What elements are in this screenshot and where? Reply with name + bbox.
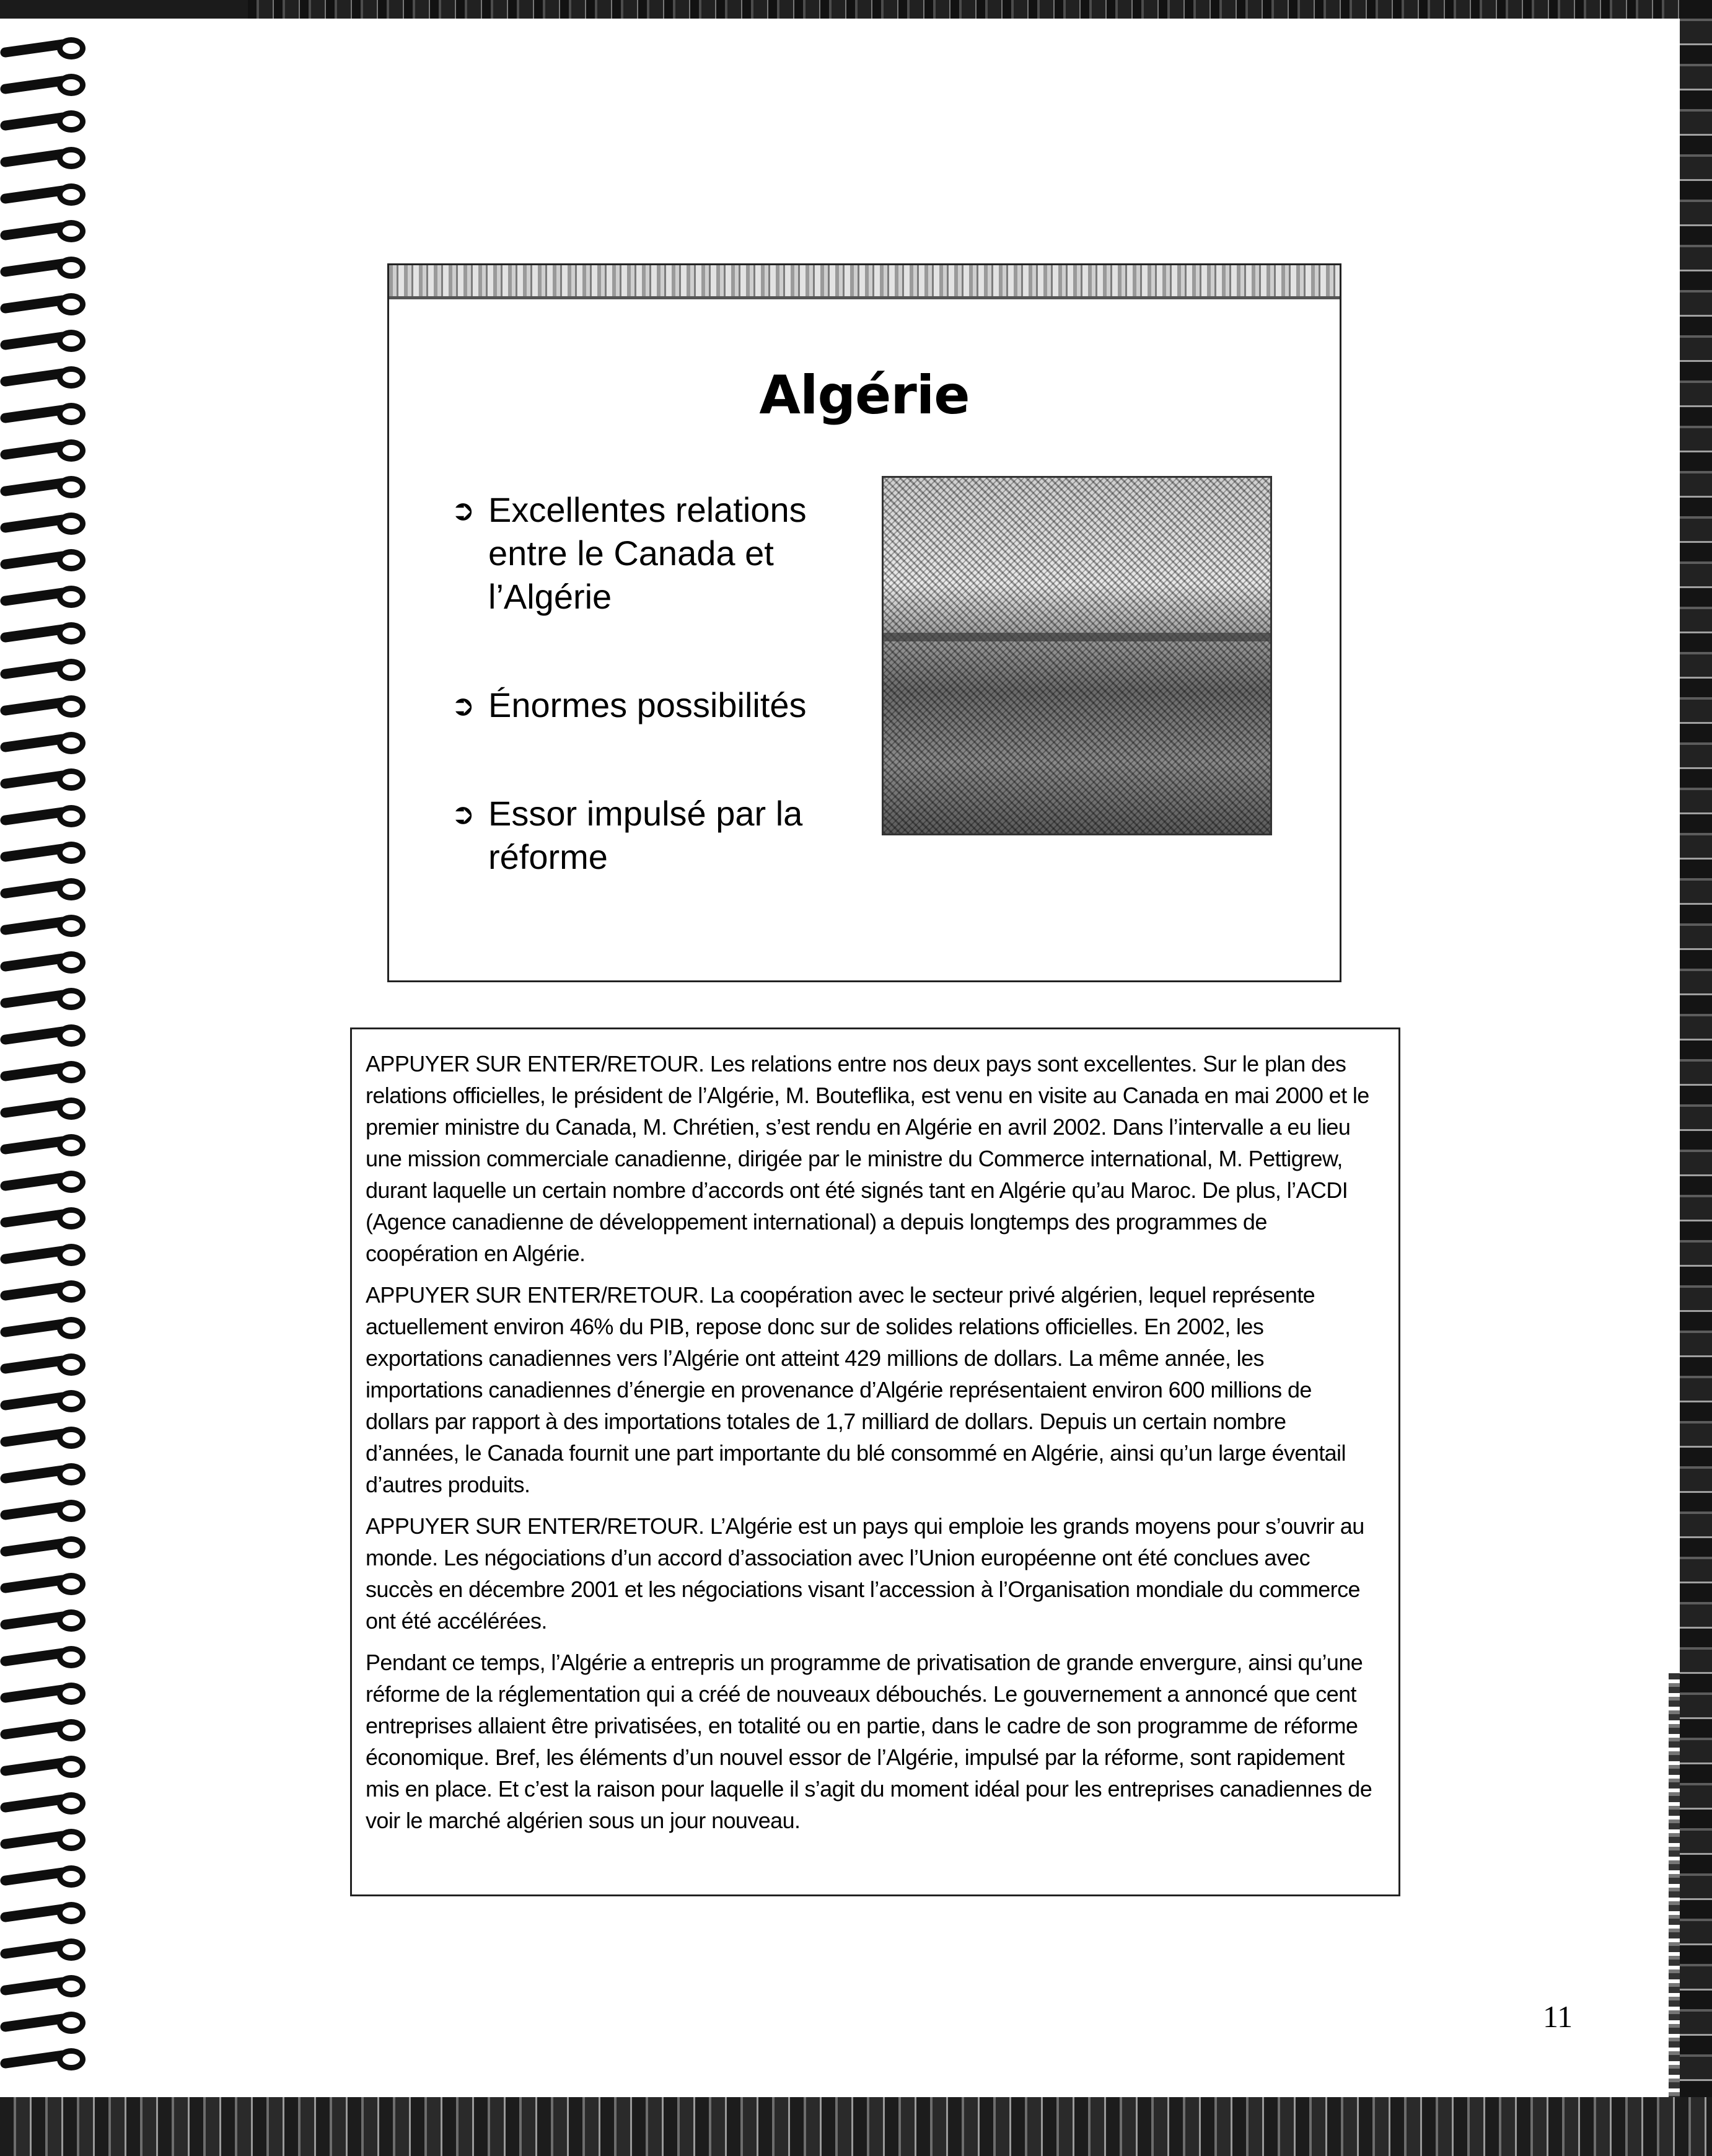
- arrow-icon: ➲: [451, 689, 475, 721]
- binding-ring: [0, 1865, 93, 1889]
- binding-ring: [0, 659, 93, 682]
- slide-bullet-text: Essor impulsé par la réforme: [488, 794, 803, 876]
- slide-bullet-list: [451, 488, 835, 944]
- scan-edge-bottom: [0, 2097, 1712, 2156]
- binding-ring: [0, 622, 93, 646]
- page-number: 11: [1543, 1999, 1573, 2034]
- binding-ring: [0, 1719, 93, 1743]
- binding-ring: [0, 476, 93, 499]
- notes-paragraph: APPUYER SUR ENTER/RETOUR. L’Algérie est un pays qui emploie les grands moyens pour s’ouvrir au monde. Les négociations d’un accord d’association avec l’Union européenne ont été conclues avec succès en décembre 2001 et les négociations visant l’accession à l’Organisation mondiale du commerce ont été accélérées.: [366, 1513, 1364, 1634]
- binding-ring: [0, 549, 93, 573]
- binding-ring: [0, 1902, 93, 1925]
- binding-ring: [0, 732, 93, 755]
- binding-ring: [0, 586, 93, 609]
- binding-ring: [0, 74, 93, 97]
- notes-paragraph: APPUYER SUR ENTER/RETOUR. La coopération avec le secteur privé algérien, lequel représente actuellement environ 46% du PIB, repose donc sur de solides relations officielles. En 2002, les exportations canadiennes vers l’Algérie ont atteint 429 millions de dollars. La même année, les importations canadiennes d’énergie en provenance d’Algérie représentaient environ 600 millions de dollars par rapport à des importations totales de 1,7 milliard de dollars. Depuis un certain nombre d’années, le Canada fournit une part importante du blé consommé en Algérie, ainsi qu’un large éventail d’autres produits.: [366, 1282, 1346, 1497]
- scan-edge-right: [1680, 0, 1712, 2156]
- binding-ring: [0, 1061, 93, 1085]
- scan-edge-right-torn: [1669, 1673, 1680, 2101]
- binding-ring: [0, 2012, 93, 2035]
- notes-paragraph: APPUYER SUR ENTER/RETOUR. Les relations entre nos deux pays sont excellentes. Sur le plan des relations officielles, le président de l’Algérie, M. Bouteflika, est venu en visite au Canada en mai 2000 et le premier ministre du Canada, M. Chrétien, s’est rendu en Algérie en avril 2002. Dans l’intervalle a eu lieu une mission commerciale canadienne, dirigée par le ministre du Commerce international, M. Pettigrew, durant laquelle un certain nombre d’accords ont été signés tant en Algérie qu’au Maroc. De plus, l’ACDI (Agence canadienne de développement international) a depuis longtemps des programmes de coopération en Algérie.: [366, 1051, 1369, 1266]
- binding-ring: [0, 330, 93, 353]
- binding-ring: [0, 1317, 93, 1340]
- slide-frame: [387, 263, 1341, 982]
- binding-ring: [0, 1500, 93, 1523]
- binding-ring: [0, 1207, 93, 1231]
- binding-ring: [0, 805, 93, 829]
- binding-ring: [0, 1609, 93, 1633]
- slide-bullet-text: Excellentes relations entre le Canada et l’Algérie: [488, 490, 807, 616]
- binding-ring: [0, 1463, 93, 1487]
- slide-bullet: [451, 792, 835, 879]
- binding-ring: [0, 915, 93, 938]
- binding-ring: [0, 257, 93, 280]
- binding-ring: [0, 1134, 93, 1158]
- binding-ring: [0, 1390, 93, 1414]
- binding-ring: [0, 1024, 93, 1048]
- binding-ring: [0, 1098, 93, 1121]
- binding-ring: [0, 878, 93, 902]
- slide-bullet-text: Énormes possibilités: [488, 685, 807, 724]
- arrow-icon: ➲: [451, 798, 475, 830]
- binding-ring: [0, 1244, 93, 1267]
- binding-ring: [0, 1646, 93, 1670]
- binding-ring: [0, 1683, 93, 1706]
- binding-ring: [0, 293, 93, 317]
- binding-ring: [0, 1573, 93, 1596]
- speaker-notes: [350, 1027, 1400, 1896]
- binding-ring: [0, 147, 93, 170]
- binding-ring: [0, 220, 93, 244]
- binding-ring: [0, 1280, 93, 1304]
- binding-ring: [0, 1536, 93, 1560]
- binding-ring: [0, 2048, 93, 2072]
- harbor-photo: [882, 476, 1272, 835]
- binding-ring: [0, 1756, 93, 1779]
- binding-ring: [0, 695, 93, 719]
- spiral-binding: [0, 37, 99, 2101]
- binding-ring: [0, 988, 93, 1011]
- slide-bullet: [451, 684, 835, 727]
- binding-ring: [0, 1171, 93, 1194]
- arrow-icon: ➲: [451, 494, 475, 526]
- binding-ring: [0, 1938, 93, 1962]
- binding-ring: [0, 1353, 93, 1377]
- binding-ring: [0, 842, 93, 865]
- binding-ring: [0, 1427, 93, 1450]
- binding-ring: [0, 37, 93, 61]
- binding-ring: [0, 1829, 93, 1852]
- binding-ring: [0, 1792, 93, 1816]
- binding-ring: [0, 439, 93, 463]
- binding-ring: [0, 366, 93, 390]
- binding-ring: [0, 513, 93, 536]
- binding-ring: [0, 768, 93, 792]
- slide-banner: [389, 265, 1340, 299]
- scan-edge-top: [0, 0, 1712, 19]
- binding-ring: [0, 110, 93, 134]
- notes-paragraph: Pendant ce temps, l’Algérie a entrepris un programme de privatisation de grande envergure, ainsi qu’une réforme de la réglementation qui a créé de nouveaux débouchés. Le gouvernement a annoncé que cent entreprises allaient être privatisées, en totalité ou en partie, dans le cadre de son programme de réforme économique. Bref, les éléments d’un nouvel essor de l’Algérie, impulsé par la réforme, sont rapidement mis en place. Et c’est la raison pour laquelle il s’agit du moment idéal pour les entreprises canadiennes de voir le marché algérien sous un jour nouveau.: [366, 1650, 1372, 1833]
- binding-ring: [0, 403, 93, 426]
- slide-title: Algérie: [759, 364, 970, 426]
- slide-bullet: [451, 488, 835, 618]
- binding-ring: [0, 183, 93, 207]
- binding-ring: [0, 1975, 93, 1999]
- binding-ring: [0, 951, 93, 975]
